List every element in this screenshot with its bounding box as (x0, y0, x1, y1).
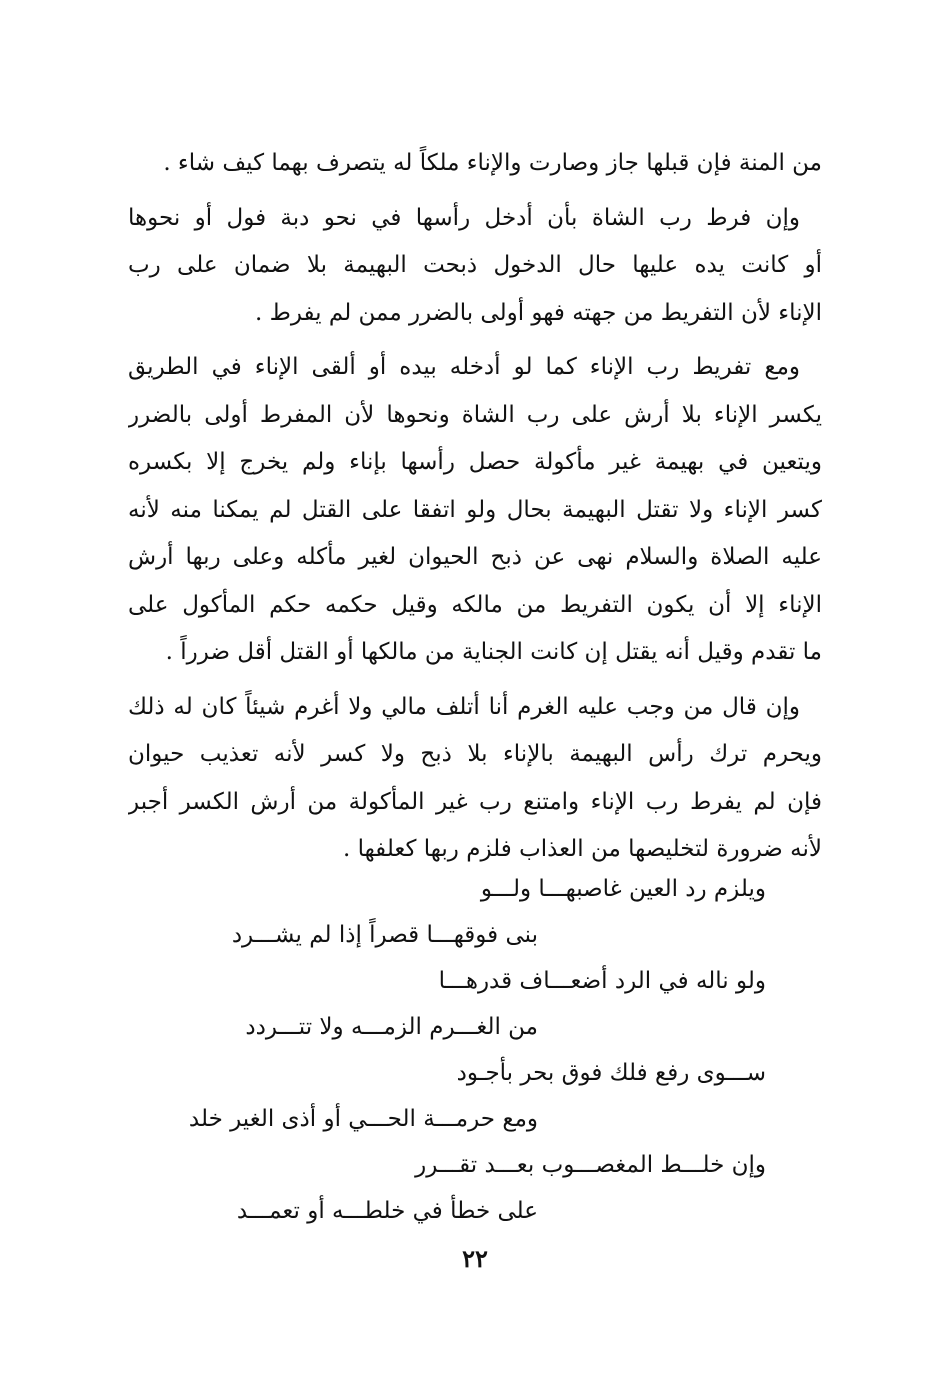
poem-line: من الغـــرم الزمـــه ولا تتـــردد (245, 1014, 538, 1040)
text-line: وإن فرط رب الشاة بأن أدخل رأسها في نحو دبة فول أو نحوها (128, 204, 800, 231)
text-line: وإن قال من وجب عليه الغرم أنا أتلف مالي ولا أغرم شيئاً كان له ذلك (128, 693, 800, 720)
poem-line: ولو ناله في الرد أضعـــاف قدرهـــا (438, 968, 766, 994)
text-line: لأنه ضرورة لتخليصها من العذاب فلزم ربها كعلفها . (342, 836, 822, 862)
poem-line: بنى فوقهـــا قصراً إذا لم يشـــرد (231, 922, 538, 948)
text-line: يكسر الإناء بلا أرش على رب الشاة ونحوها لأن المفرط أولى بالضرر (128, 401, 822, 428)
text-line: ويحرم ترك رأس البهيمة بالإناء بلا ذبح ولا كسر لأنه تعذيب حيوان (128, 741, 822, 767)
poem-line: ومع حرمـــة الحـــي أو أذى الغير خلد (188, 1106, 538, 1132)
text-line: عليه الصلاة والسلام نهى عن ذبح الحيوان لغير مأكله وعلى ربها أرش (128, 544, 822, 570)
text-line: كسر الإناء ولا تقتل البهيمة بحال ولو اتفقا على القتل لم يمكنا منه لأنه (128, 496, 822, 523)
page-number: ٢٢ (462, 1244, 488, 1273)
poem-line: ســـوى رفع فلك فوق بحر بأجـود (456, 1060, 766, 1086)
text-line: ما تقدم وقيل أنه يقتل إن كانت الجناية من مالكها أو القتل أقل ضرراً . (165, 639, 822, 665)
text-line: ويتعين في بهيمة غير مأكولة حصل رأسها بإناء ولم يخرج إلا بكسره (128, 449, 822, 475)
paragraph-2 (128, 195, 822, 338)
text-line: من المنة فإن قبلها جاز وصارت والإناء ملكاً له يتصرف بهما كيف شاء . (163, 150, 822, 176)
poem-line: وإن خلـــط المغصـــوب بعـــد تقـــرر (415, 1152, 766, 1178)
poem-line: على خطأ في خلطـــه أو تعمـــد (236, 1198, 538, 1224)
paragraph-3 (128, 344, 822, 677)
prose-body (128, 140, 822, 874)
poem-line: ويلزم رد العين غاصبهـــا ولـــو (480, 876, 766, 902)
text-line: أو كانت يده عليها حال الدخول ذبحت البهيمة بلا ضمان على رب (128, 252, 822, 278)
text-line: الإناء لأن التفريط من جهته فهو أولى بالضرر ممن لم يفرط . (254, 299, 822, 326)
text-line: الإناء إلا أن يكون التفريط من مالكه وقيل حكمه حكم المأكول على (128, 591, 822, 618)
paragraph-1 (128, 140, 822, 188)
text-line: فإن لم يفرط رب الإناء وامتنع رب غير المأكولة من أرش الكسر أجبر (128, 788, 822, 815)
text-line: ومع تفريط رب الإناء كما لو أدخله بيده أو ألقى الإناء في الطريق (128, 354, 800, 380)
paragraph-4 (128, 684, 822, 874)
